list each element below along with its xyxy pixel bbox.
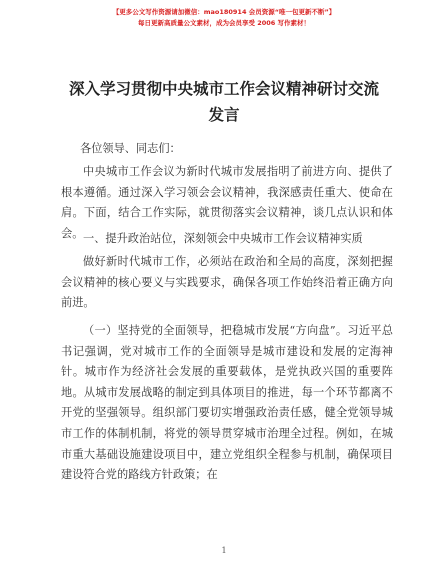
section-1-paragraph-1: 做好新时代城市工作，必须站在政治和全局的高度，深刻把握会议精神的核心要义与实践要求，确保各项工作始终沿着正确方向前进。 bbox=[61, 255, 393, 310]
page-number: 1 bbox=[221, 546, 227, 555]
document-title-line-1: 深入学习贯彻中央城市工作会议精神研讨交流 bbox=[68, 79, 379, 98]
document-title-line-2: 发言 bbox=[208, 105, 240, 124]
salutation: 各位领导、同志们： bbox=[80, 142, 181, 155]
section-1-paragraph-2: （一）坚持党的全面领导，把稳城市发展“方向盘”。习近平总书记强调，党对城市工作的全面领导是城市建设和发展的定海神针。城市作为经济社会发展的重要载体，是党执政兴国的重要阵地。从城市发展战略的制定到具体项目的推进，每一个环节都离不开党的坚强领导。组织部门要切实增强政治责任感，健全党领导城市工作的体制机制，将党的领导贯穿城市治理全过程。例如，在城市重大基础设施建设项目中，建立党组织全程参与机制，确保项目建设符合党的路线方针政策；在 bbox=[61, 324, 393, 482]
section-1-heading: 一、提升政治站位，深刻领会中央城市工作会议精神实质 bbox=[83, 232, 363, 245]
promo-banner-line-1: 【更多公文写作资源请加微信：mao180914 会员资源“唯一包更新不断”】 bbox=[112, 8, 336, 16]
promo-banner-line-2: 每日更新高质量公文素材，成为会员享受 2006 写作素材！ bbox=[137, 19, 311, 27]
intro-paragraph: 中央城市工作会议为新时代城市发展指明了前进方向、提供了根本遵循。通过深入学习领会会议精神，我深感责任重大、使命在肩。下面，结合工作实际，就贯彻落实会议精神，谈几点认识和体会。 bbox=[61, 165, 393, 240]
